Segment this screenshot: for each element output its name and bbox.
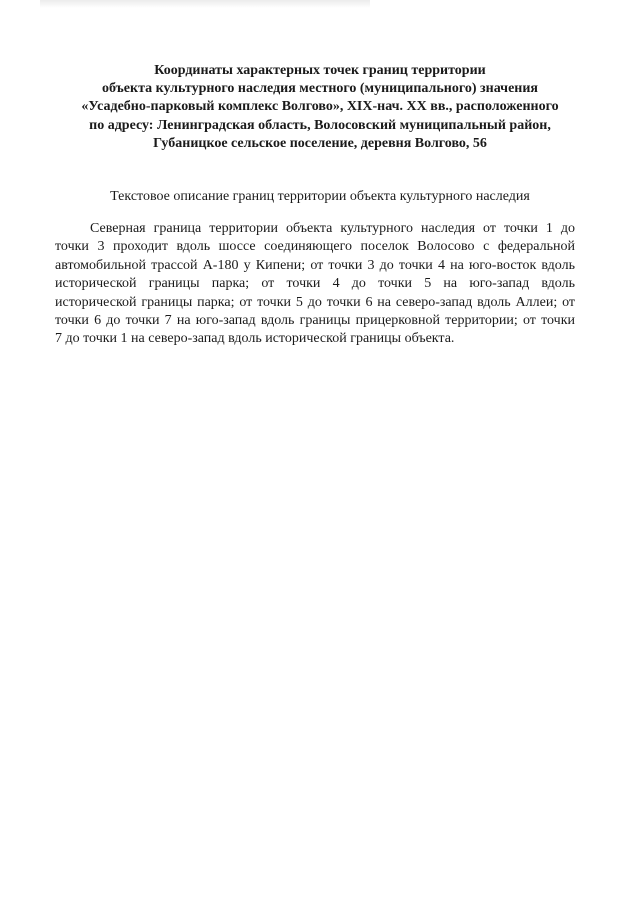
boundary-description-paragraph xyxy=(55,220,575,349)
scan-edge-artifact xyxy=(40,0,370,8)
section-subtitle: Текстовое описание границ территории объекта культурного наследия xyxy=(110,189,530,204)
title-line: по адресу: Ленинградская область, Волосовский муниципальный район, xyxy=(89,117,551,133)
title-line: Координаты характерных точек границ территории xyxy=(154,63,486,78)
paragraph-line: Северная граница территории объекта культурного наследия от точки 1 до xyxy=(90,221,575,236)
paragraph-line: автомобильной трассой А-180 у Кипени; от точки 3 до точки 4 на юго-восток вдоль xyxy=(55,257,575,273)
paragraph-line: исторической границы парка; от точки 4 до точки 5 на юго-запад вдоль xyxy=(55,276,575,292)
title-line: Губаницкое сельское поселение, деревня Волгово, 56 xyxy=(153,135,487,151)
paragraph-line: точки 3 проходит вдоль шоссе соединяющего поселок Волосово с федеральной xyxy=(55,239,575,255)
paragraph-line: 7 до точки 1 на северо-запад вдоль исторической границы объекта. xyxy=(55,331,455,347)
title-line: объекта культурного наследия местного (муниципального) значения xyxy=(101,81,538,97)
document-title xyxy=(60,62,580,153)
paragraph-line: точки 6 до точки 7 на юго-запад вдоль границы прицерковной территории; от точки xyxy=(55,313,575,329)
title-line: «Усадебно-парковый комплекс Волгово», XIX-нач. XX вв., расположенного xyxy=(81,99,559,115)
paragraph-line: исторической границы парка; от точки 5 до точки 6 на северо-запад вдоль Аллеи; от xyxy=(55,294,575,310)
